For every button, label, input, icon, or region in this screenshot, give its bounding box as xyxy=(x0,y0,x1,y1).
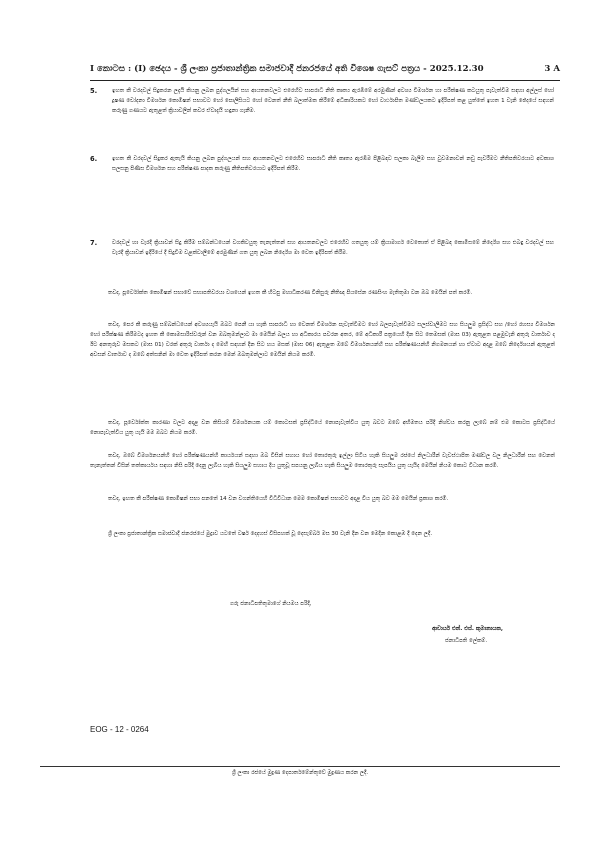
item-number: 6. xyxy=(90,155,98,163)
item-number: 5. xyxy=(90,87,98,95)
item-text: ඉහත කී වරදවල් සිදුකරන ලදැයි කියනු ලබන පුද්ගලයින් සහ ආයතනවලට එරෙහිව සාපරාධී නීති කෘත්‍ය ඇරඹීමේ අරමුණින් අවශ්‍ය විමර්ශන හා පරීක්ෂණ කටයුතු පැවැත්වීම සඳහා අල්ලස් හෝ දූෂණ චෝදනා විමර්ශන කොමිෂන් සභාවට හෝ පොලිසියට හෝ වෙනත් නීති බලාත්මක කිරීමේ අධිකාරියකට හෝ වාර්ථාපිත මණ්ඩලයකට ඉදිරිපත් කළ යුත්තේ ඉහත 1 වැනි ඡේදයේ සඳහන් කරුණු ගණයට ඇතුළත් ක්‍රියාවලින් කවර ඒවාදැයි හඳුනා ගැනීම. xyxy=(112,88,554,114)
signatory-name: ආචාර්ය එන්. එස්. කුමානායක, xyxy=(432,626,503,632)
header-rule xyxy=(90,80,560,81)
item-text: වරදවල් හා වැරදි ක්‍රියාවන් සිදු කිරීම සම්බන්ධයෙන් වගකිවයුතු තැනැත්තන් සහ ආයතනවලට එරෙහිව ගතයුතු යම් ක්‍රියාමාර්ග වෙතොත් ඒ පිළිබඳ කොමිසමේ නිර්දේශ සහ එබඳු වරදවල් සහ වැරදි ක්‍රියාවන් ඉදිරියේ දී සිදුවීම වළක්වාලීමේ අරමුණින් ගත යුතු ලබන නිර්දේශ මා වෙත ඉදිරිපත් කිරීම. xyxy=(112,240,554,256)
header-title: I කොටස : (I) ඡෙදය - ශ්‍රී ලංකා ප්‍රජාතාන්ත්‍රික සමාජවාදී ජනරජයේ අති විශෙෂ ගැසට් පත්‍රය - 2025.12.30 xyxy=(90,64,484,74)
order-line: ගරු ජනාධිපතිතුමාගේ නියමය පරිදි, xyxy=(230,601,312,607)
item-number: 7. xyxy=(90,239,98,247)
page-number: 3 A xyxy=(544,64,560,74)
reference-number: EOG - 12 - 0264 xyxy=(90,725,149,734)
printer-line: ශ්‍රී ලංකා රජයේ මුද්‍රණ දෙපාර්තමේන්තුවේ මුද්‍රණය කරන ලදී. xyxy=(231,770,369,776)
signatory-designation: ජනාධිපති ලේකම්. xyxy=(445,638,488,644)
paragraph: ශ්‍රී ලංකා ප්‍රජාතාන්ත්‍රික සමාජවාදී ජනරජයේ මුද්‍රාව යටතේ වර්ෂ දෙදහස් විසිපහක් වූ දෙසැම්බර් මස 30 වැනි දින වන මෙදින කොළඹ දී දෙන ලදී. xyxy=(108,531,433,537)
footer-rule xyxy=(40,766,560,767)
item-text: ඉහත කී වරදවල් සිදුකර ඇතැයි කියනු ලබන පුද්ගලයන් සහ ආයතනවලට එරෙහිව සාපරාධී නීති කෘත්‍ය ඇරඹීම පිළිබඳව සලකා බැලීම සහ වුවමනාවන් නඩු පැවරීමට නීතිපතිවරයාට අවකාශ සලසනු පිණිස විමර්ශන සහ පරීක්ෂණ පාදක කරුණු නීතිපතිවරයාට ඉදිරිපත් කිරීම. xyxy=(112,156,554,172)
page-header xyxy=(90,64,560,78)
paragraph: තවද, ඉහත කී පරීක්ෂණ කොමිෂන් සභා පනතේ 14 වන වගන්තියෙහි විධිවිධාන මෙම කොමිෂන් සභාවට අදාළ විය යුතු බව මම මෙයින් ප්‍රකාශ කරමි. xyxy=(108,496,449,502)
paragraph: තවද, පූර්වෝක්ත කාරණා වලට අදාළ වන කිසියම් විමර්ශනයක යම් කොටසක් ප්‍රසිද්ධියේ නොපැවැත්විය යුතු බවට ඔබේ අභිමතය පරිදි නිශ්චය කරනු ලැබේ නම් එම කොටස ප්‍රසිද්ධියේ නොපැවැත්විය යුතු යැයි මම ඔබට නියම කරමි. xyxy=(90,420,555,436)
paragraph: තවද, ඔබේ විමර්ශනයන්හි හෝ පරීක්ෂණයන්හි කාර්යයන් සඳහා ඔබ විසින් සහාය හෝ තොරතුරු ඉල්ලා සිටිය හැකි සියලුම රජයේ නිලධාරීන් වැවස්ථාපිත මණ්ඩල වල නිලධාරීන් සහ වෙනත් තැනැත්තන් විසින් තත්කාර්යය සඳහා නිසි පරිදි දෙනු ලැබිය හැකි සියලුම සහාය දිය යුතුවූ සපයනු ලැබිය හැකි සියලුම තොරතුරු සැපයිය යුතු යැයිද මෙයින් නියම කොට විධාන කරමි. xyxy=(90,453,555,469)
paragraph: තවද, පෙර කී කරුණු සම්බන්ධයෙන් අවශ්‍යයැයි ඔබට පෙනී යා හැකි සාපරාධී හා වෙනත් විමර්ශන පැවැත්වීමට හෝ බලපැවැත්වීමට සලස්වාලීමට සහ සියලුම ප්‍රසිද්ධ සහ /හෝ රහස්‍ය විමර්ශන හෝ පරීක්ෂණ කිරීමටද ඉහත කී කොමසාරිස්වරුන් වන ඔබතුමන්ලාට මා මෙයින් බලය හා අධිකාරය පවරන අතර, මේ අධිකාරී පත්‍රයෙහි දින සිට තෙමසක් (මාස 03) ඇතුළත පළමුවැනි අතුරු වාර්තාව ද ඊට අනතුරුව මසකට (මාස 01) වරක් අතුරු වාර්තා ද මෙහි සඳහන් දින සිට හය මසක් (මාස 06) ඇතුළත ඔබේ විමර්ශනයන්හි සහ පරීක්ෂණයන්හි නිගමනයන් හා ඒවාට අදාළ ඔබේ නිර්දේශයන් ඇතුළත් අවසන් වාර්තාව ද ඔබේ අත්සනින් මා වෙත ඉදිරිපත් කරන මෙන් ඔබතුමන්ලාට මෙයින් නියම කරමි. xyxy=(90,322,555,358)
paragraph: තවද, පූර්වෝක්ත කොමිෂන් සභාවේ සභාපතිවරයා වශයෙන් ඉහත කී හිටපු මහාධිකරණ විනිසුරු නීතිඥ පියසේන රණසිංහ මැතිතුමා වන ඔබ මෙයින් පත් කරමි. xyxy=(108,290,473,296)
